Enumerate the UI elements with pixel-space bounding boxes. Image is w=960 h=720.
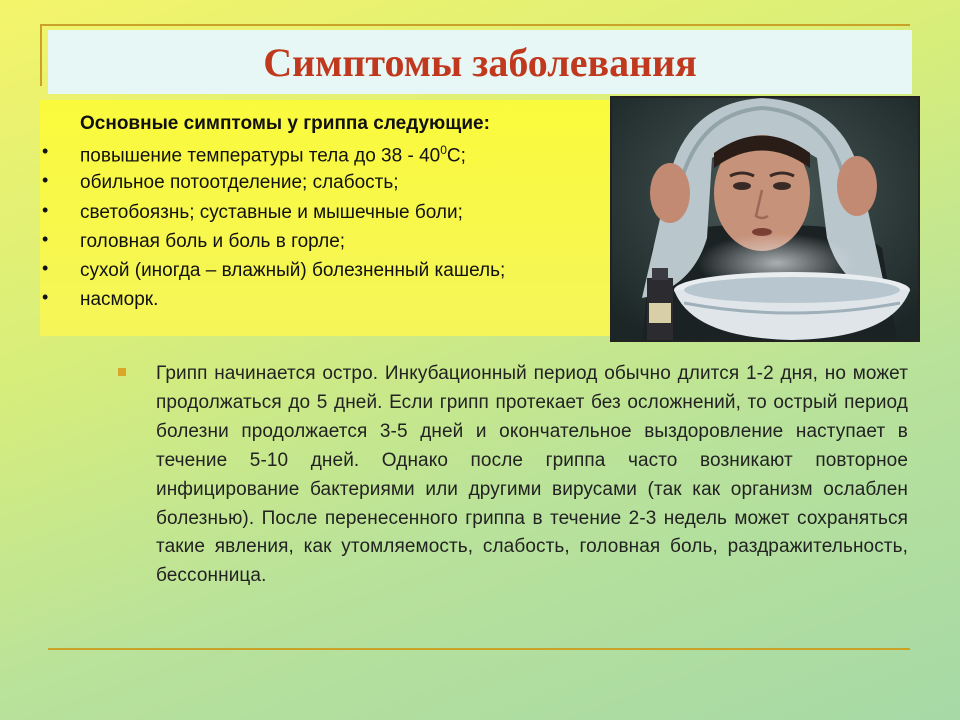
symptom-text: сухой (иногда – влажный) болезненный кашель; (80, 260, 506, 282)
symptom-text: обильное потоотделение; слабость; (80, 172, 399, 194)
slide-title: Симптомы заболевания (263, 39, 697, 85)
temp-unit: С; (446, 145, 466, 167)
temp-superscript: 0 (440, 143, 447, 157)
list-item (36, 258, 626, 287)
symptoms-intro: Основные симптомы у гриппа следующие: (80, 113, 490, 134)
bottom-divider (48, 648, 910, 650)
bullet-icon: • (42, 287, 49, 308)
symptom-text: головная боль и боль в горле; (80, 230, 346, 252)
list-item (36, 200, 626, 229)
flu-description-paragraph: Грипп начинается остро. Инкубационный период обычно длится 1-2 дня, но может продолжаться до 5 дней. Если грипп протекает без осложнений, то острый период болезни продолжается 3-5 дней и окончательное выздоровление наступает в течение 5-10 дней. Однако после гриппа часто возникают повторное инфицирование бактериями или другими вирусами (так как организм ослаблен болезнью). После перенесенного гриппа в течение 2-3 недель может сохраняться такие явления, как утомляемость, слабость, головная боль, раздражительность, бессонница. (156, 363, 908, 587)
sick-man-photo (610, 96, 920, 342)
title-box (48, 30, 912, 94)
list-item (36, 287, 626, 316)
list-item (36, 170, 626, 199)
bullet-icon: • (42, 258, 49, 279)
list-item (36, 229, 626, 258)
left-divider (40, 24, 42, 86)
list-item (36, 141, 626, 170)
bullet-icon: • (42, 141, 49, 161)
photo-illustration (612, 98, 918, 340)
paragraph-bullet-icon (118, 368, 126, 376)
bullet-icon: • (42, 228, 49, 249)
symptoms-list (36, 141, 626, 317)
top-divider (40, 24, 910, 26)
symptom-text: насморк. (80, 289, 159, 311)
bullet-icon: • (42, 170, 49, 191)
symptom-text: повышение температуры тела до 38 - 40 (80, 145, 441, 167)
bullet-icon: • (42, 199, 49, 220)
symptom-text: светобоязнь; суставные и мышечные боли; (80, 201, 463, 223)
